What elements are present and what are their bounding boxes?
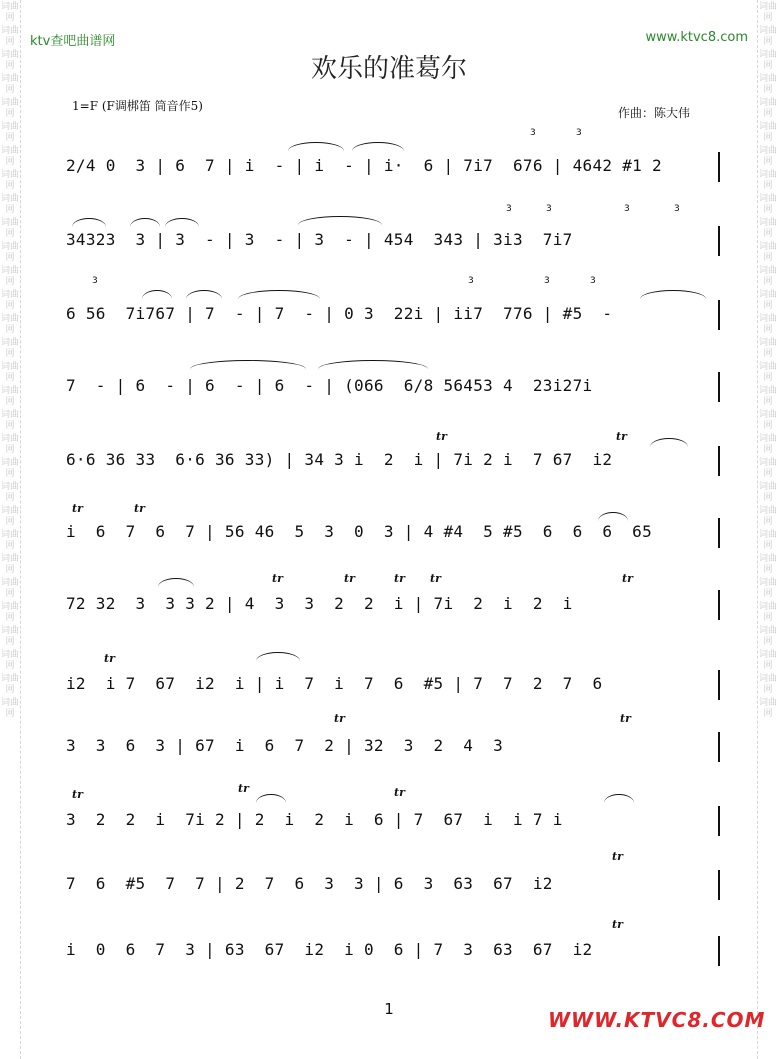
side-watermark: 词曲网 xyxy=(0,266,19,287)
side-watermark: 词曲网 xyxy=(758,458,777,479)
score-row-notes: i 0 6 7 3 | 63 67 i2 i 0 6 | 7 3 63 67 i2 xyxy=(66,940,593,959)
trill-mark: tr xyxy=(134,502,145,515)
trill-mark: tr xyxy=(612,918,623,931)
score-row-7 xyxy=(66,584,720,624)
score-row-notes: 2/4 0 3 | 6 7 | i - | i - | i· 6 | 7i7 676 | 4642 #1 2 xyxy=(66,156,662,175)
slur-mark xyxy=(256,652,300,661)
barline xyxy=(718,152,720,182)
score-row-4 xyxy=(66,366,720,406)
side-watermark: 词曲网 xyxy=(758,74,777,95)
barline xyxy=(718,590,720,620)
trill-mark: tr xyxy=(394,786,405,799)
trill-mark: tr xyxy=(272,572,283,585)
trill-mark: tr xyxy=(104,652,115,665)
footer-logo: WWW.KTVC8.COM xyxy=(548,1008,766,1032)
side-watermark: 词曲网 xyxy=(758,578,777,599)
side-watermark: 词曲网 xyxy=(758,506,777,527)
barline xyxy=(718,226,720,256)
slur-mark xyxy=(318,360,428,369)
score-row-notes: 72 32 3 3 3 2 | 4 3 3 2 2 i | 7i 2 i 2 i xyxy=(66,594,573,613)
side-watermark: 词曲网 xyxy=(758,218,777,239)
trill-mark: tr xyxy=(72,502,83,515)
side-watermark: 词曲网 xyxy=(0,698,19,719)
score-row-notes: i2 i 7 67 i2 i | i 7 i 7 6 #5 | 7 7 2 7 6 xyxy=(66,674,603,693)
barline xyxy=(718,446,720,476)
side-watermark: 词曲网 xyxy=(0,338,19,359)
right-watermark-strip xyxy=(757,0,778,1059)
barline xyxy=(718,300,720,330)
side-watermark: 词曲网 xyxy=(0,194,19,215)
slur-mark xyxy=(352,142,404,151)
side-watermark: 词曲网 xyxy=(0,482,19,503)
trill-mark: tr xyxy=(72,788,83,801)
side-watermark: 词曲网 xyxy=(0,554,19,575)
slur-mark xyxy=(298,216,382,225)
side-watermark: 词曲网 xyxy=(758,194,777,215)
side-watermark: 词曲网 xyxy=(0,362,19,383)
side-watermark: 词曲网 xyxy=(758,626,777,647)
side-watermark: 词曲网 xyxy=(0,74,19,95)
side-watermark: 词曲网 xyxy=(758,362,777,383)
score-row-notes: 3 3 6 3 | 67 i 6 7 2 | 32 3 2 4 3 xyxy=(66,736,504,755)
trill-mark: tr xyxy=(344,572,355,585)
trill-mark: tr xyxy=(620,712,631,725)
score-row-10 xyxy=(66,800,720,840)
trill-mark: tr xyxy=(430,572,441,585)
barline xyxy=(718,870,720,900)
score-row-notes: 7 - | 6 - | 6 - | 6 - | (066 6/8 56453 4 23i27i xyxy=(66,376,593,395)
side-watermark: 词曲网 xyxy=(0,410,19,431)
score-row-3 xyxy=(66,294,720,334)
score-row-5 xyxy=(66,440,720,480)
trill-mark: tr xyxy=(334,712,345,725)
side-watermark: 词曲网 xyxy=(758,650,777,671)
side-watermark: 词曲网 xyxy=(758,50,777,71)
side-watermark: 词曲网 xyxy=(758,98,777,119)
score-row-notes: 3 2 2 i 7i 2 | 2 i 2 i 6 | 7 67 i i 7 i xyxy=(66,810,563,829)
side-watermark: 词曲网 xyxy=(0,530,19,551)
side-watermark: 词曲网 xyxy=(758,338,777,359)
side-watermark: 词曲网 xyxy=(0,50,19,71)
trill-mark: tr xyxy=(616,430,627,443)
trill-mark: tr xyxy=(394,572,405,585)
side-watermark: 词曲网 xyxy=(0,290,19,311)
triplet-mark: 3 xyxy=(92,276,98,286)
slur-mark xyxy=(158,578,194,587)
side-watermark: 词曲网 xyxy=(0,626,19,647)
side-watermark: 词曲网 xyxy=(758,530,777,551)
trill-mark: tr xyxy=(622,572,633,585)
side-watermark: 词曲网 xyxy=(0,170,19,191)
slur-mark xyxy=(238,290,320,299)
side-watermark: 词曲网 xyxy=(758,602,777,623)
side-watermark: 词曲网 xyxy=(758,146,777,167)
side-watermark: 词曲网 xyxy=(0,26,19,47)
slur-mark xyxy=(288,142,344,151)
trill-mark: tr xyxy=(238,782,249,795)
side-watermark: 词曲网 xyxy=(758,26,777,47)
side-watermark: 词曲网 xyxy=(0,242,19,263)
side-watermark: 词曲网 xyxy=(0,578,19,599)
side-watermark: 词曲网 xyxy=(0,434,19,455)
barline xyxy=(718,732,720,762)
trill-mark: tr xyxy=(612,850,623,863)
side-watermark: 词曲网 xyxy=(0,122,19,143)
barline xyxy=(718,936,720,966)
barline xyxy=(718,670,720,700)
score-row-notes: 34323 3 | 3 - | 3 - | 3 - | 454 343 | 3i3 7i7 xyxy=(66,230,573,249)
side-watermark: 词曲网 xyxy=(758,266,777,287)
side-watermark: 词曲网 xyxy=(0,458,19,479)
side-watermark: 词曲网 xyxy=(758,674,777,695)
score-row-notes: 6·6 36 33 6·6 36 33) | 34 3 i 2 i | 7i 2 i 7 67 i2 xyxy=(66,450,613,469)
page-number: 1 xyxy=(384,1000,394,1018)
key-signature: 1=F (F调梆笛 筒音作5) xyxy=(72,99,203,113)
score-row-11 xyxy=(66,864,720,904)
score-row-9 xyxy=(66,726,720,766)
side-watermark: 词曲网 xyxy=(758,314,777,335)
side-watermark: 词曲网 xyxy=(758,122,777,143)
triplet-mark: 3 xyxy=(468,276,474,286)
side-watermark: 词曲网 xyxy=(0,98,19,119)
side-watermark: 词曲网 xyxy=(758,482,777,503)
slur-mark xyxy=(142,290,172,299)
side-watermark: 词曲网 xyxy=(758,410,777,431)
score-row-notes: i 6 7 6 7 | 56 46 5 3 0 3 | 4 #4 5 #5 6 6 6 65 xyxy=(66,522,653,541)
triplet-mark: 3 xyxy=(624,204,630,214)
side-watermark: 词曲网 xyxy=(0,314,19,335)
side-watermark: 词曲网 xyxy=(0,386,19,407)
triplet-mark: 3 xyxy=(674,204,680,214)
slur-mark xyxy=(190,360,306,369)
side-watermark: 词曲网 xyxy=(0,218,19,239)
side-watermark: 词曲网 xyxy=(0,146,19,167)
score-row-1 xyxy=(66,146,720,186)
side-watermark: 词曲网 xyxy=(0,506,19,527)
barline xyxy=(718,518,720,548)
side-watermark: 词曲网 xyxy=(758,2,777,23)
triplet-mark: 3 xyxy=(506,204,512,214)
score-row-12 xyxy=(66,930,720,970)
side-watermark: 词曲网 xyxy=(758,698,777,719)
side-watermark: 词曲网 xyxy=(0,650,19,671)
side-watermark: 词曲网 xyxy=(758,554,777,575)
side-watermark: 词曲网 xyxy=(758,386,777,407)
side-watermark: 词曲网 xyxy=(0,2,19,23)
triplet-mark: 3 xyxy=(590,276,596,286)
barline xyxy=(718,806,720,836)
side-watermark: 词曲网 xyxy=(758,170,777,191)
triplet-mark: 3 xyxy=(544,276,550,286)
song-title: 欢乐的准葛尔 xyxy=(310,54,467,84)
side-watermark: 词曲网 xyxy=(758,290,777,311)
score-row-8 xyxy=(66,664,720,704)
side-watermark: 词曲网 xyxy=(758,242,777,263)
barline xyxy=(718,372,720,402)
composer-credit: 作曲：陈大伟 xyxy=(618,106,691,120)
side-watermark: 词曲网 xyxy=(758,434,777,455)
trill-mark: tr xyxy=(436,430,447,443)
triplet-mark: 3 xyxy=(576,128,582,138)
slur-mark xyxy=(604,794,634,803)
slur-mark xyxy=(640,290,706,299)
side-watermark: 词曲网 xyxy=(0,602,19,623)
site-url-right: www.ktvc8.com xyxy=(645,30,748,45)
side-watermark: 词曲网 xyxy=(0,674,19,695)
slur-mark xyxy=(186,290,222,299)
site-name-left: ktv查吧曲谱网 xyxy=(30,34,116,49)
score-row-notes: 7 6 #5 7 7 | 2 7 6 3 3 | 6 3 63 67 i2 xyxy=(66,874,553,893)
triplet-mark: 3 xyxy=(546,204,552,214)
slur-mark xyxy=(256,794,286,803)
left-watermark-strip xyxy=(0,0,21,1059)
score-row-notes: 6 56 7i767 | 7 - | 7 - | 0 3 22i | ii7 776 | #5 - xyxy=(66,304,613,323)
triplet-mark: 3 xyxy=(530,128,536,138)
